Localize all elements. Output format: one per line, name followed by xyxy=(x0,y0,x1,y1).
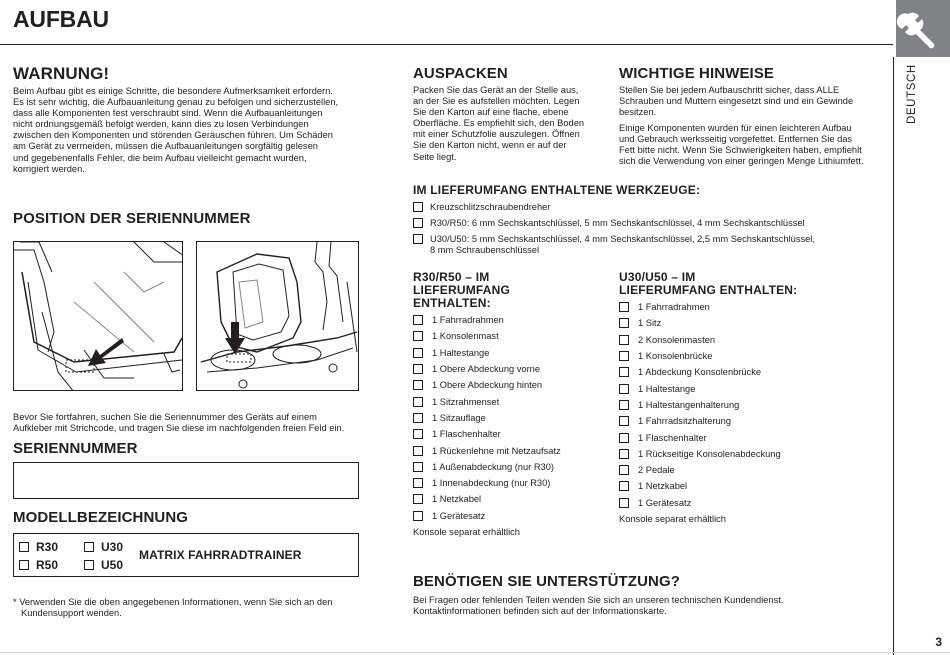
checkbox[interactable] xyxy=(413,429,423,439)
list-item: 1 Fahrradrahmen xyxy=(619,299,879,315)
list-item: 1 Flaschenhalter xyxy=(413,426,613,442)
list-item: 2 Konsolenmasten xyxy=(619,332,879,348)
list-item: 1 Fahrradsitzhalterung xyxy=(619,413,879,429)
model-box xyxy=(13,533,359,577)
list-item: 1 Konsolenmast xyxy=(413,328,613,344)
checkbox[interactable] xyxy=(619,302,629,312)
checkbox[interactable] xyxy=(413,218,423,228)
model-option-u50[interactable]: U50 xyxy=(84,558,123,572)
list-item: 1 Außenabdeckung (nur R30) xyxy=(413,459,613,475)
model-option-r30[interactable]: R30 xyxy=(19,540,58,554)
checkbox[interactable] xyxy=(413,494,423,504)
model-name: MATRIX FAHRRADTRAINER xyxy=(139,548,302,562)
serial-number-field[interactable] xyxy=(13,462,359,499)
important-text-1: Stellen Sie bei jedem Aufbauschritt sicher, dass ALLE Schrauben und Muttern eingesetzt sind und ein Gewinde besitzen. xyxy=(619,85,854,118)
u-contents-list xyxy=(619,299,879,511)
checkbox[interactable] xyxy=(619,449,629,459)
checkbox[interactable] xyxy=(619,335,629,345)
checkbox[interactable] xyxy=(619,400,629,410)
r-contents-note: Konsole separat erhältlich xyxy=(413,527,520,537)
checkbox[interactable] xyxy=(619,433,629,443)
checkbox[interactable] xyxy=(19,560,29,570)
title-divider xyxy=(0,44,893,45)
list-item: 1 Haltestange xyxy=(413,345,613,361)
list-item: 1 Obere Abdeckung hinten xyxy=(413,377,613,393)
checkbox[interactable] xyxy=(619,367,629,377)
checkbox[interactable] xyxy=(619,465,629,475)
language-label: DEUTSCH xyxy=(906,64,918,124)
list-item: 1 Flaschenhalter xyxy=(619,429,879,445)
checkbox[interactable] xyxy=(413,413,423,423)
checkbox[interactable] xyxy=(413,234,423,244)
checkbox[interactable] xyxy=(619,481,629,491)
list-item: 1 Sitzrahmenset xyxy=(413,393,613,409)
bottom-divider xyxy=(0,652,950,653)
checkbox[interactable] xyxy=(413,348,423,358)
model-option-u30[interactable]: U30 xyxy=(84,540,123,554)
checkbox[interactable] xyxy=(413,478,423,488)
checkbox[interactable] xyxy=(84,542,94,552)
checkbox[interactable] xyxy=(413,446,423,456)
checkbox[interactable] xyxy=(19,542,29,552)
language-divider xyxy=(893,57,894,655)
list-item: 1 Gerätesatz xyxy=(619,495,879,511)
page-title: AUFBAU xyxy=(13,6,109,32)
checkbox[interactable] xyxy=(84,560,94,570)
list-item: R30/R50: 6 mm Sechskantschlüssel, 5 mm Sechskantschlüssel, 4 mm Sechskantschlüssel xyxy=(413,218,883,229)
serial-number-title: SERIENNUMMER xyxy=(13,440,138,457)
list-item: 1 Netzkabel xyxy=(619,478,879,494)
list-item: 1 Innenabdeckung (nur R30) xyxy=(413,475,613,491)
list-item: Kreuzschlitzschraubendreher xyxy=(413,202,883,213)
checkbox[interactable] xyxy=(413,202,423,212)
checkbox[interactable] xyxy=(413,331,423,341)
list-item: U30/U50: 5 mm Sechskantschlüssel, 4 mm Sechskantschlüssel, 2,5 mm Sechskantschlüssel, 8 mm Schraubenschlüssel xyxy=(413,234,883,256)
checkbox[interactable] xyxy=(413,380,423,390)
list-item: 2 Pedale xyxy=(619,462,879,478)
list-item: 1 Haltestange xyxy=(619,380,879,396)
list-item: 1 Fahrradrahmen xyxy=(413,312,613,328)
checkbox[interactable] xyxy=(619,498,629,508)
list-item: 1 Obere Abdeckung vorne xyxy=(413,361,613,377)
checkbox[interactable] xyxy=(619,416,629,426)
important-title: WICHTIGE HINWEISE xyxy=(619,65,775,82)
model-footnote: * Verwenden Sie die oben angegebenen Informationen, wenn Sie sich an den Kundensupport wenden. xyxy=(13,597,333,619)
arrow-icon xyxy=(225,322,245,354)
tools-title: IM LIEFERUMFANG ENTHALTENE WERKZEUGE: xyxy=(413,183,701,197)
serial-position-title: POSITION DER SERIENNUMMER xyxy=(13,210,251,227)
list-item: 1 Gerätesatz xyxy=(413,508,613,524)
u-contents-note: Konsole separat erhältlich xyxy=(619,514,726,524)
tools-list xyxy=(413,202,883,261)
page-number: 3 xyxy=(935,635,942,649)
serial-location-illustration-u xyxy=(196,241,359,391)
support-text: Bei Fragen oder fehlenden Teilen wenden Sie sich an unseren technischen Kundendienst. Kontaktinformationen befinden sich auf der Informationskarte. xyxy=(413,595,784,617)
unpacking-title: AUSPACKEN xyxy=(413,65,508,82)
list-item: 1 Rückseitige Konsolenabdeckung xyxy=(619,446,879,462)
checkbox[interactable] xyxy=(413,364,423,374)
warning-title: WARNUNG! xyxy=(13,64,110,83)
serial-location-illustration-r xyxy=(13,241,183,391)
checkbox[interactable] xyxy=(413,315,423,325)
checkbox[interactable] xyxy=(619,384,629,394)
unpacking-text: Packen Sie das Gerät an der Stelle aus, an der Sie es aufstellen möchten. Legen Sie den Karton auf eine flache, ebene Oberfläche. Es empfiehlt sich, den Boden mit einer Schutzfolie auszulegen. Öffnen Sie den Karton nicht, wenn er auf der Seite liegt. xyxy=(413,85,585,162)
section-tab xyxy=(896,0,950,57)
list-item: 1 Rückenlehne mit Netzaufsatz xyxy=(413,442,613,458)
list-item: 1 Konsolenbrücke xyxy=(619,348,879,364)
u-contents-title: U30/U50 – IM LIEFERUMFANG ENTHALTEN: xyxy=(619,270,798,297)
list-item: 1 Netzkabel xyxy=(413,491,613,507)
support-title: BENÖTIGEN SIE UNTERSTÜTZUNG? xyxy=(413,573,680,590)
r-contents-list xyxy=(413,312,613,524)
checkbox[interactable] xyxy=(413,462,423,472)
model-option-r50[interactable]: R50 xyxy=(19,558,58,572)
checkbox[interactable] xyxy=(619,351,629,361)
wrench-icon xyxy=(896,0,950,57)
checkbox[interactable] xyxy=(413,397,423,407)
serial-position-note: Bevor Sie fortfahren, suchen Sie die Seriennummer des Geräts auf einem Aufkleber mit Strichcode, und tragen Sie diese im nachfolgenden freien Feld ein. xyxy=(13,412,345,434)
checkbox[interactable] xyxy=(413,511,423,521)
list-item: 1 Sitz xyxy=(619,315,879,331)
model-title: MODELLBEZEICHNUNG xyxy=(13,509,189,526)
important-text-2: Einige Komponenten wurden für einen leichteren Aufbau und Gebrauch werksseitig vorgefettet. Entfernen Sie das Fett bitte nicht. Wenn Sie Schwierigkeiten haben, empfiehlt sich die Verwendung von einer geringen Menge Lithiumfett. xyxy=(619,123,864,167)
list-item: 1 Sitzauflage xyxy=(413,410,613,426)
warning-text: Beim Aufbau gibt es einige Schritte, die besondere Aufmerksamkeit erfordern. Es ist sehr wichtig, die Aufbauanleitung genau zu befolgen und sicherzustellen, dass alle Komponenten fest verschraubt sind. Wenn die Aufbauanleitungen nicht ordnungsgemäß befolgt werden, kann dies zu losen Verbindungen zwischen den Komponenten und störenden Geräuschen führen. Um Schäden am Gerät zu vermeiden, müssen die Aufbauanleitungen sorgfältig gelesen und gegebenenfalls Fehler, die beim Aufbau vielleicht gemacht wurden, korrigiert werden. xyxy=(13,86,339,174)
checkbox[interactable] xyxy=(619,318,629,328)
r-contents-title: R30/R50 – IM LIEFERUMFANG ENTHALTEN: xyxy=(413,270,511,310)
list-item: 1 Haltestangenhalterung xyxy=(619,397,879,413)
arrow-icon xyxy=(88,338,124,366)
list-item: 1 Abdeckung Konsolenbrücke xyxy=(619,364,879,380)
